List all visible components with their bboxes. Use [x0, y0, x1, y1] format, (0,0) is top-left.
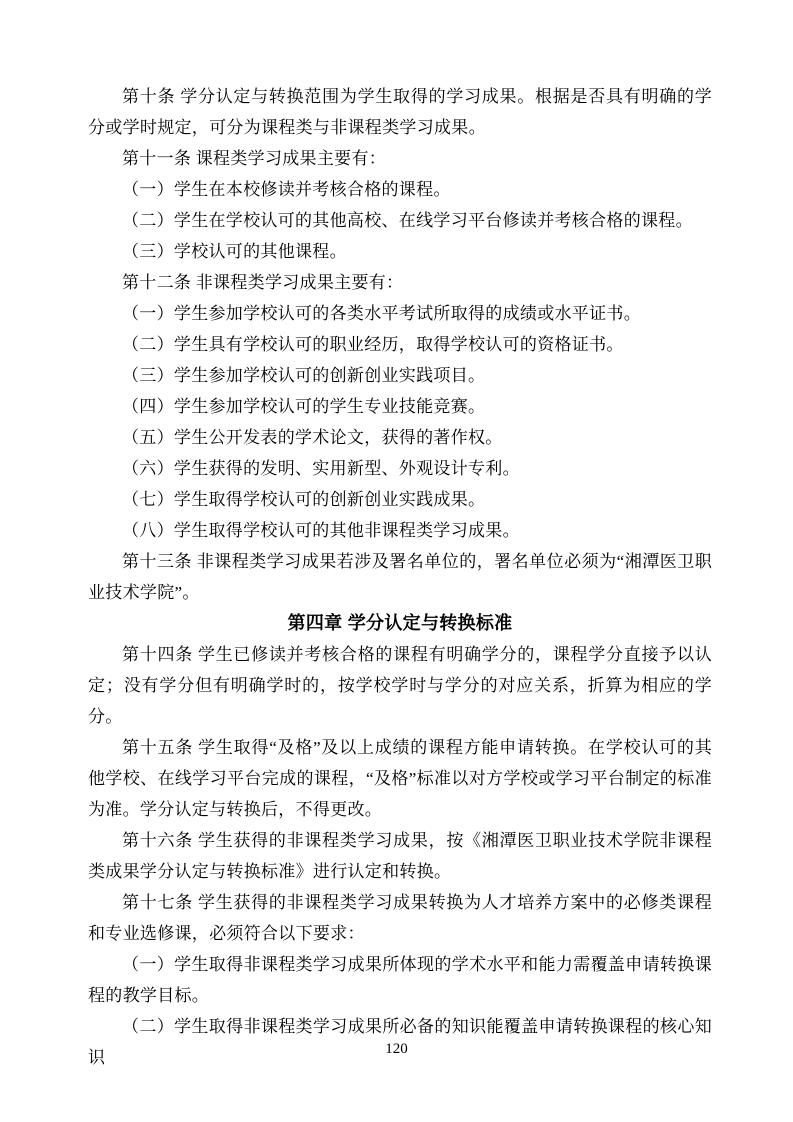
paragraph: （三）学生参加学校认可的创新创业实践项目。	[122, 366, 486, 385]
paragraph: （二）学生取得非课程类学习成果所必备的知识能覆盖申请转换课程的核心知识	[88, 1017, 712, 1067]
paragraph: （七）学生取得学校认可的创新创业实践成果。	[122, 490, 486, 509]
paragraph: 第十一条 课程类学习成果主要有：	[122, 149, 387, 168]
paragraph: 第十六条 学生获得的非课程类学习成果，按《湘潭医卫职业技术学院非课程类成果学分认定与转换标准》进行认定和转换。	[88, 831, 712, 881]
paragraph: （一）学生参加学校认可的各类水平考试所取得的成绩或水平证书。	[122, 304, 641, 323]
paragraph: （八）学生取得学校认可的其他非课程类学习成果。	[122, 521, 520, 540]
paragraph: 第十五条 学生取得“及格”及以上成绩的课程方能申请转换。在学校认可的其他学校、在线学习平台完成的课程，“及格”标准以对方学校或学习平台制定的标准为准。学分认定与转换后，不得更改。	[88, 738, 712, 819]
paragraph: （二）学生具有学校认可的职业经历，取得学校认可的资格证书。	[122, 335, 624, 354]
paragraph: （二）学生在学校认可的其他高校、在线学习平台修读并考核合格的课程。	[122, 211, 693, 230]
document-body	[88, 81, 712, 1073]
page-number: 120	[385, 1041, 408, 1057]
paragraph: 第十二条 非课程类学习成果主要有：	[122, 273, 404, 292]
chapter-heading: 第四章 学分认定与转换标准	[287, 613, 513, 633]
paragraph: 第十三条 非课程类学习成果若涉及署名单位的，署名单位必须为“湘潭医卫职业技术学院”。	[88, 552, 712, 602]
paragraph: （五）学生公开发表的学术论文，获得的著作权。	[122, 428, 503, 447]
paragraph: （六）学生获得的发明、实用新型、外观设计专利。	[122, 459, 520, 478]
paragraph: （四）学生参加学校认可的学生专业技能竞赛。	[122, 397, 486, 416]
paragraph: （三）学校认可的其他课程。	[122, 242, 347, 261]
paragraph: 第十七条 学生获得的非课程类学习成果转换为人才培养方案中的必修类课程和专业选修课，必须符合以下要求：	[88, 893, 712, 943]
paragraph: （一）学生在本校修读并考核合格的课程。	[122, 180, 451, 199]
paragraph: 第十四条 学生已修读并考核合格的课程有明确学分的，课程学分直接予以认定；没有学分但有明确学时的，按学校学时与学分的对应关系，折算为相应的学分。	[88, 645, 712, 726]
paragraph: （一）学生取得非课程类学习成果所体现的学术水平和能力需覆盖申请转换课程的教学目标。	[88, 955, 712, 1005]
paragraph: 第十条 学分认定与转换范围为学生取得的学习成果。根据是否具有明确的学分或学时规定，可分为课程类与非课程类学习成果。	[88, 87, 712, 137]
